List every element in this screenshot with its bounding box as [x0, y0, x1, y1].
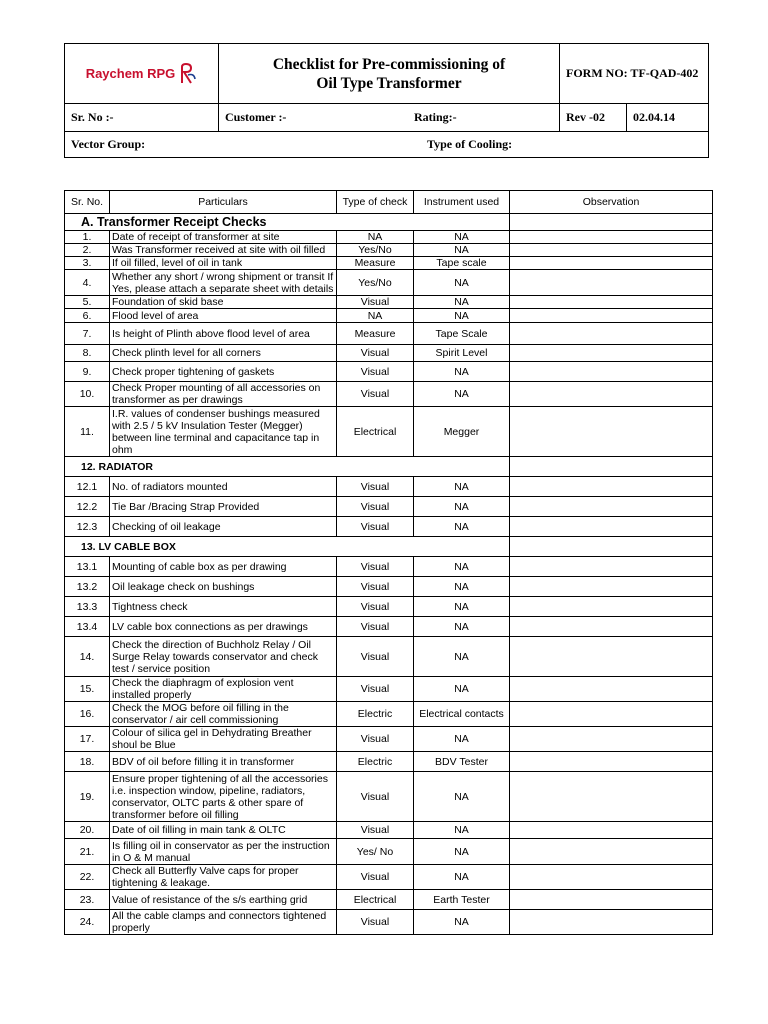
row-particulars: I.R. values of condenser bushings measured with 2.5 / 5 kV Insulation Tester (Megger) between line terminal and capacitance tap in ohm	[110, 407, 337, 457]
table-row	[65, 362, 713, 382]
observation-cell[interactable]	[510, 477, 713, 497]
table-row	[65, 231, 713, 244]
row-type-of-check: Visual	[337, 382, 414, 407]
col-type-of-check: Type of check	[337, 191, 414, 214]
table-row	[65, 309, 713, 323]
row-sr-no: 20.	[65, 822, 110, 839]
row-sr-no: 18.	[65, 752, 110, 772]
row-sr-no: 19.	[65, 772, 110, 822]
table-row	[65, 345, 713, 362]
row-instrument-used: NA	[414, 727, 510, 752]
row-type-of-check: NA	[337, 231, 414, 244]
sr-no-label: Sr. No :-	[65, 104, 219, 132]
observation-cell[interactable]	[510, 702, 713, 727]
row-sr-no: 12.2	[65, 497, 110, 517]
row-instrument-used: NA	[414, 865, 510, 890]
observation-cell[interactable]	[510, 407, 713, 457]
table-row	[65, 822, 713, 839]
row-sr-no: 22.	[65, 865, 110, 890]
row-particulars: LV cable box connections as per drawings	[110, 617, 337, 637]
row-particulars: Check the direction of Buchholz Relay / Oil Surge Relay towards conservator and check test / service position	[110, 637, 337, 677]
observation-cell[interactable]	[510, 772, 713, 822]
row-type-of-check: Electrical	[337, 407, 414, 457]
customer-label: Customer :-	[225, 110, 287, 124]
title-line-2: Oil Type Transformer	[316, 74, 462, 92]
observation-cell[interactable]	[510, 382, 713, 407]
row-sr-no: 12.3	[65, 517, 110, 537]
table-row	[65, 910, 713, 935]
observation-cell[interactable]	[510, 497, 713, 517]
row-particulars: Checking of oil leakage	[110, 517, 337, 537]
row-particulars: Check proper tightening of gaskets	[110, 362, 337, 382]
row-type-of-check: Yes/ No	[337, 839, 414, 865]
row-instrument-used: NA	[414, 617, 510, 637]
row-sr-no: 6.	[65, 309, 110, 323]
table-row	[65, 557, 713, 577]
row-particulars: Check the MOG before oil filling in the conservator / air cell commissioning	[110, 702, 337, 727]
observation-cell[interactable]	[510, 890, 713, 910]
observation-cell[interactable]	[510, 727, 713, 752]
row-type-of-check: Visual	[337, 617, 414, 637]
table-row	[65, 617, 713, 637]
observation-cell[interactable]	[510, 822, 713, 839]
revision-date: 02.04.14	[627, 104, 709, 132]
row-particulars: Whether any short / wrong shipment or transit If Yes, please attach a separate sheet with details	[110, 270, 337, 296]
row-instrument-used: NA	[414, 270, 510, 296]
row-instrument-used: NA	[414, 477, 510, 497]
row-sr-no: 5.	[65, 296, 110, 309]
row-particulars: Foundation of skid base	[110, 296, 337, 309]
row-sr-no: 13.4	[65, 617, 110, 637]
row-sr-no: 7.	[65, 323, 110, 345]
table-row	[65, 270, 713, 296]
row-type-of-check: Visual	[337, 865, 414, 890]
observation-cell[interactable]	[510, 345, 713, 362]
row-particulars: Mounting of cable box as per drawing	[110, 557, 337, 577]
section-radiator-header	[65, 457, 713, 477]
rating-label: Rating:-	[414, 110, 457, 124]
table-header-row	[65, 191, 713, 214]
row-type-of-check: Visual	[337, 727, 414, 752]
row-type-of-check: Visual	[337, 345, 414, 362]
section-title: 12. RADIATOR	[65, 457, 510, 477]
table-row	[65, 702, 713, 727]
row-particulars: Tie Bar /Bracing Strap Provided	[110, 497, 337, 517]
observation-cell[interactable]	[510, 323, 713, 345]
section-title: A. Transformer Receipt Checks	[65, 214, 510, 231]
row-instrument-used: NA	[414, 244, 510, 257]
row-particulars: Value of resistance of the s/s earthing grid	[110, 890, 337, 910]
observation-cell[interactable]	[510, 214, 713, 231]
row-particulars: Was Transformer received at site with oil filled	[110, 244, 337, 257]
row-sr-no: 1.	[65, 231, 110, 244]
row-particulars: All the cable clamps and connectors tightened properly	[110, 910, 337, 935]
row-type-of-check: Yes/No	[337, 244, 414, 257]
row-type-of-check: Measure	[337, 257, 414, 270]
row-instrument-used: NA	[414, 517, 510, 537]
observation-cell[interactable]	[510, 597, 713, 617]
row-instrument-used: NA	[414, 772, 510, 822]
row-sr-no: 23.	[65, 890, 110, 910]
row-instrument-used: NA	[414, 597, 510, 617]
observation-cell[interactable]	[510, 517, 713, 537]
col-observation: Observation	[510, 191, 713, 214]
observation-cell[interactable]	[510, 537, 713, 557]
row-instrument-used: BDV Tester	[414, 752, 510, 772]
row-type-of-check: Visual	[337, 497, 414, 517]
row-instrument-used: NA	[414, 822, 510, 839]
observation-cell[interactable]	[510, 270, 713, 296]
row-particulars: Is height of Plinth above flood level of area	[110, 323, 337, 345]
cooling-type-label: Type of Cooling:	[427, 137, 513, 151]
row-type-of-check: Visual	[337, 772, 414, 822]
row-instrument-used: NA	[414, 296, 510, 309]
row-instrument-used: Spirit Level	[414, 345, 510, 362]
row-instrument-used: NA	[414, 677, 510, 702]
row-instrument-used: NA	[414, 497, 510, 517]
row-type-of-check: Visual	[337, 296, 414, 309]
row-particulars: Date of receipt of transformer at site	[110, 231, 337, 244]
observation-cell[interactable]	[510, 296, 713, 309]
observation-cell[interactable]	[510, 910, 713, 935]
table-row	[65, 839, 713, 865]
observation-cell[interactable]	[510, 617, 713, 637]
section-a-header	[65, 214, 713, 231]
row-sr-no: 12.1	[65, 477, 110, 497]
form-header	[64, 43, 709, 158]
section-title: 13. LV CABLE BOX	[65, 537, 510, 557]
row-instrument-used: NA	[414, 382, 510, 407]
row-particulars: Date of oil filling in main tank & OLTC	[110, 822, 337, 839]
row-type-of-check: Electric	[337, 702, 414, 727]
row-type-of-check: Visual	[337, 597, 414, 617]
row-type-of-check: Electric	[337, 752, 414, 772]
vector-cooling-row	[65, 132, 709, 158]
row-sr-no: 13.2	[65, 577, 110, 597]
observation-cell[interactable]	[510, 577, 713, 597]
row-instrument-used: Megger	[414, 407, 510, 457]
row-sr-no: 9.	[65, 362, 110, 382]
observation-cell[interactable]	[510, 309, 713, 323]
row-type-of-check: Visual	[337, 822, 414, 839]
raychem-rpg-logo	[86, 63, 198, 85]
row-type-of-check: Visual	[337, 637, 414, 677]
row-instrument-used: Earth Tester	[414, 890, 510, 910]
table-row	[65, 257, 713, 270]
table-row	[65, 677, 713, 702]
table-row	[65, 727, 713, 752]
row-sr-no: 21.	[65, 839, 110, 865]
row-particulars: Check Proper mounting of all accessories on transformer as per drawings	[110, 382, 337, 407]
checklist-body	[65, 214, 713, 935]
observation-cell[interactable]	[510, 257, 713, 270]
table-row	[65, 637, 713, 677]
row-instrument-used: NA	[414, 839, 510, 865]
row-type-of-check: Visual	[337, 517, 414, 537]
row-particulars: Colour of silica gel in Dehydrating Breather shoul be Blue	[110, 727, 337, 752]
table-row	[65, 477, 713, 497]
rpg-mark-icon	[179, 63, 197, 85]
table-row	[65, 865, 713, 890]
row-instrument-used: NA	[414, 362, 510, 382]
row-type-of-check: Visual	[337, 677, 414, 702]
vector-group-label: Vector Group:	[71, 137, 146, 151]
row-particulars: Check the diaphragm of explosion vent installed properly	[110, 677, 337, 702]
row-type-of-check: NA	[337, 309, 414, 323]
table-row	[65, 772, 713, 822]
table-row	[65, 497, 713, 517]
row-instrument-used: NA	[414, 910, 510, 935]
row-particulars: No. of radiators mounted	[110, 477, 337, 497]
row-instrument-used: NA	[414, 577, 510, 597]
row-instrument-used: NA	[414, 557, 510, 577]
row-instrument-used: NA	[414, 637, 510, 677]
row-sr-no: 13.3	[65, 597, 110, 617]
section-lv-cable-box-header	[65, 537, 713, 557]
row-sr-no: 17.	[65, 727, 110, 752]
row-type-of-check: Visual	[337, 577, 414, 597]
row-sr-no: 10.	[65, 382, 110, 407]
row-type-of-check: Yes/No	[337, 270, 414, 296]
row-sr-no: 14.	[65, 637, 110, 677]
row-type-of-check: Electrical	[337, 890, 414, 910]
observation-cell[interactable]	[510, 457, 713, 477]
row-type-of-check: Visual	[337, 910, 414, 935]
observation-cell[interactable]	[510, 752, 713, 772]
row-instrument-used: Tape scale	[414, 257, 510, 270]
col-particulars: Particulars	[110, 191, 337, 214]
observation-cell[interactable]	[510, 677, 713, 702]
observation-cell[interactable]	[510, 557, 713, 577]
table-row	[65, 382, 713, 407]
observation-cell[interactable]	[510, 244, 713, 257]
row-instrument-used: NA	[414, 231, 510, 244]
row-particulars: Check all Butterfly Valve caps for proper tightening & leakage.	[110, 865, 337, 890]
row-sr-no: 13.1	[65, 557, 110, 577]
observation-cell[interactable]	[510, 839, 713, 865]
row-particulars: Tightness check	[110, 597, 337, 617]
row-sr-no: 15.	[65, 677, 110, 702]
row-particulars: Ensure proper tightening of all the accessories i.e. inspection window, pipeline, radiators, conservator, OLTC parts & other spare of transformer before oil filling	[110, 772, 337, 822]
observation-cell[interactable]	[510, 637, 713, 677]
row-particulars: Check plinth level for all corners	[110, 345, 337, 362]
form-title	[219, 44, 560, 104]
title-line-1: Checklist for Pre-commissioning of	[272, 55, 506, 73]
table-row	[65, 890, 713, 910]
table-row	[65, 577, 713, 597]
row-particulars: Flood level of area	[110, 309, 337, 323]
row-instrument-used: NA	[414, 309, 510, 323]
row-instrument-used: Electrical contacts	[414, 702, 510, 727]
row-type-of-check: Visual	[337, 362, 414, 382]
table-row	[65, 244, 713, 257]
form-number: FORM NO: TF-QAD-402	[560, 44, 709, 104]
row-sr-no: 11.	[65, 407, 110, 457]
row-sr-no: 24.	[65, 910, 110, 935]
row-sr-no: 16.	[65, 702, 110, 727]
row-particulars: BDV of oil before filling it in transformer	[110, 752, 337, 772]
col-instrument-used: Instrument used	[414, 191, 510, 214]
row-particulars: Oil leakage check on bushings	[110, 577, 337, 597]
row-type-of-check: Measure	[337, 323, 414, 345]
table-row	[65, 752, 713, 772]
row-type-of-check: Visual	[337, 557, 414, 577]
table-row	[65, 296, 713, 309]
revision: Rev -02	[560, 104, 627, 132]
customer-rating-cell	[219, 104, 560, 132]
table-row	[65, 597, 713, 617]
row-particulars: Is filling oil in conservator as per the instruction in O & M manual	[110, 839, 337, 865]
row-sr-no: 8.	[65, 345, 110, 362]
observation-cell[interactable]	[510, 231, 713, 244]
logo-cell	[65, 44, 219, 104]
table-row	[65, 323, 713, 345]
col-sr-no: Sr. No.	[65, 191, 110, 214]
row-sr-no: 2.	[65, 244, 110, 257]
table-row	[65, 407, 713, 457]
observation-cell[interactable]	[510, 865, 713, 890]
row-instrument-used: Tape Scale	[414, 323, 510, 345]
observation-cell[interactable]	[510, 362, 713, 382]
checklist-table	[64, 190, 713, 935]
row-sr-no: 4.	[65, 270, 110, 296]
row-sr-no: 3.	[65, 257, 110, 270]
brand-name: Raychem RPG	[85, 66, 176, 81]
table-row	[65, 517, 713, 537]
row-particulars: If oil filled, level of oil in tank	[110, 257, 337, 270]
row-type-of-check: Visual	[337, 477, 414, 497]
